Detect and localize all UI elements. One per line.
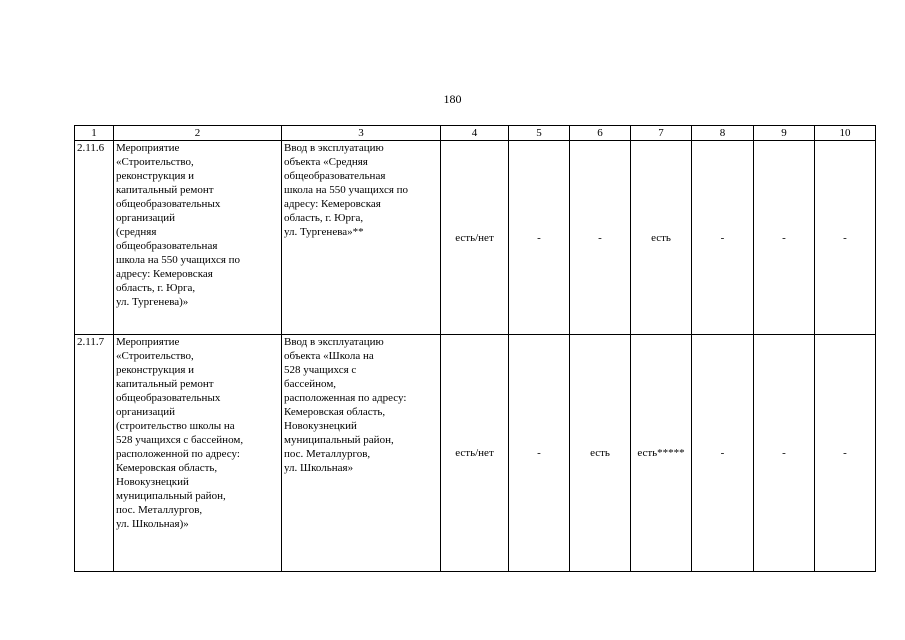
- value-cell-6: есть: [570, 335, 631, 572]
- row-number: 2.11.7: [75, 335, 114, 572]
- column-header-8: 8: [692, 126, 754, 141]
- table-row: [75, 141, 876, 335]
- column-number-row: [75, 126, 876, 141]
- value-cell-10: -: [815, 141, 876, 335]
- value-cell-10: -: [815, 335, 876, 572]
- indicator-cell: [282, 335, 441, 572]
- indicator-text: Ввод в эксплуатацию объекта «Средняя общеобразовательная школа на 550 учащихся по адресу: Кемеровская область, г. Юрга, ул. Тургенева»**: [284, 142, 409, 238]
- column-header-7: 7: [631, 126, 692, 141]
- event-cell: [114, 335, 282, 572]
- value-cell-8: -: [692, 335, 754, 572]
- unit-cell: есть/нет: [441, 141, 509, 335]
- value-cell-9: -: [754, 335, 815, 572]
- column-header-1: 1: [75, 126, 114, 141]
- event-text: Мероприятие «Строительство, реконструкция и капитальный ремонт общеобразовательных организаций (строительство школы на 528 учащихся с бассейном, расположенной по адресу: Кемеровская область, Новокузнецкий муниципальный район, пос. Металлургов, ул. Школьная)»: [116, 336, 244, 530]
- value-cell-8: -: [692, 141, 754, 335]
- value-cell-7: есть*****: [631, 335, 692, 572]
- value-cell-6: -: [570, 141, 631, 335]
- value-cell-5: -: [509, 141, 570, 335]
- column-header-4: 4: [441, 126, 509, 141]
- page-number: 180: [443, 92, 462, 106]
- unit-cell: есть/нет: [441, 335, 509, 572]
- value-cell-5: -: [509, 335, 570, 572]
- indicator-text: Ввод в эксплуатацию объекта «Школа на 528 учащихся с бассейном, расположенная по адресу: Кемеровская область, Новокузнецкий муниципальный район, пос. Металлургов, ул. Школьная»: [284, 336, 407, 474]
- value-cell-7: есть: [631, 141, 692, 335]
- table-row: [75, 335, 876, 572]
- indicators-table: [74, 125, 876, 572]
- column-header-5: 5: [509, 126, 570, 141]
- event-text: Мероприятие «Строительство, реконструкция и капитальный ремонт общеобразовательных организаций (средняя общеобразовательная школа на 550 учащихся по адресу: Кемеровская область, г. Юрга, ул. Тургенева)»: [116, 142, 241, 308]
- value-cell-9: -: [754, 141, 815, 335]
- column-header-6: 6: [570, 126, 631, 141]
- row-number: 2.11.6: [75, 141, 114, 335]
- indicator-cell: [282, 141, 441, 335]
- column-header-2: 2: [114, 126, 282, 141]
- column-header-9: 9: [754, 126, 815, 141]
- column-header-10: 10: [815, 126, 876, 141]
- column-header-3: 3: [282, 126, 441, 141]
- event-cell: [114, 141, 282, 335]
